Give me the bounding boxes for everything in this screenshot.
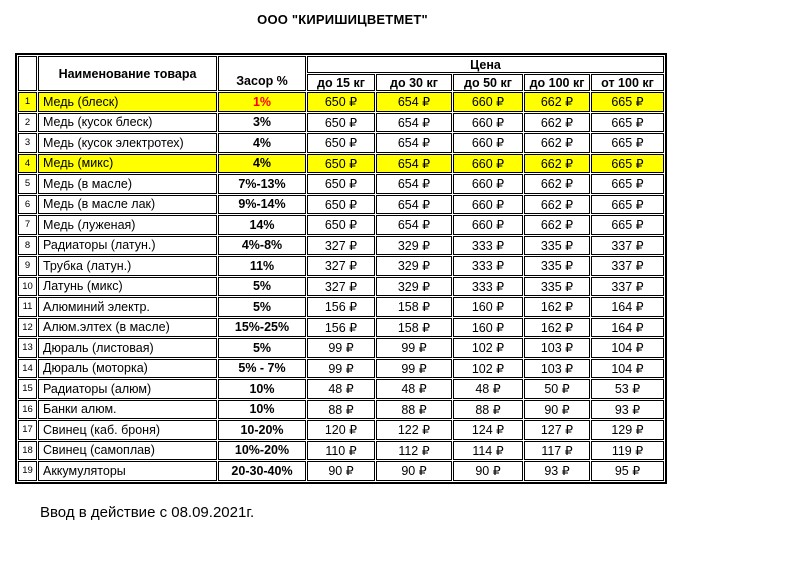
row-number-cell: 11 <box>18 297 37 317</box>
contamination-cell: 3% <box>218 113 306 133</box>
price-cell: 337 ₽ <box>591 236 664 256</box>
price-cell: 665 ₽ <box>591 195 664 215</box>
table-row <box>18 338 664 358</box>
product-name-cell: Медь (блеск) <box>38 92 217 112</box>
row-number-cell: 6 <box>18 195 37 215</box>
price-cell: 650 ₽ <box>307 133 375 153</box>
table-row <box>18 297 664 317</box>
weight-column-header: от 100 кг <box>591 74 664 91</box>
price-cell: 88 ₽ <box>453 400 523 420</box>
price-cell: 93 ₽ <box>524 461 590 481</box>
row-number-cell: 14 <box>18 359 37 379</box>
price-cell: 158 ₽ <box>376 297 452 317</box>
price-cell: 650 ₽ <box>307 113 375 133</box>
price-cell: 662 ₽ <box>524 133 590 153</box>
row-number-cell: 13 <box>18 338 37 358</box>
price-cell: 90 ₽ <box>453 461 523 481</box>
contamination-cell: 4%-8% <box>218 236 306 256</box>
company-title: ООО "КИРИШИЦВЕТМЕТ" <box>257 12 428 27</box>
price-cell: 665 ₽ <box>591 215 664 235</box>
weight-column-header: до 15 кг <box>307 74 375 91</box>
price-cell: 104 ₽ <box>591 359 664 379</box>
contamination-cell: 10% <box>218 379 306 399</box>
table-row <box>18 154 664 174</box>
price-cell: 337 ₽ <box>591 277 664 297</box>
price-cell: 119 ₽ <box>591 441 664 461</box>
price-cell: 162 ₽ <box>524 297 590 317</box>
product-name-cell: Медь (луженая) <box>38 215 217 235</box>
price-cell: 48 ₽ <box>307 379 375 399</box>
product-name-cell: Медь (кусок электротех) <box>38 133 217 153</box>
price-cell: 99 ₽ <box>307 359 375 379</box>
table-row <box>18 174 664 194</box>
price-cell: 662 ₽ <box>524 92 590 112</box>
table-row <box>18 256 664 276</box>
row-number-cell: 15 <box>18 379 37 399</box>
row-number-cell: 9 <box>18 256 37 276</box>
row-number-cell: 5 <box>18 174 37 194</box>
price-cell: 333 ₽ <box>453 236 523 256</box>
price-cell: 327 ₽ <box>307 277 375 297</box>
price-cell: 650 ₽ <box>307 154 375 174</box>
price-cell: 333 ₽ <box>453 256 523 276</box>
contamination-cell: 10% <box>218 400 306 420</box>
table-header <box>18 56 664 91</box>
price-cell: 103 ₽ <box>524 359 590 379</box>
table-row <box>18 195 664 215</box>
product-name-cell: Дюраль (листовая) <box>38 338 217 358</box>
contamination-cell: 5% - 7% <box>218 359 306 379</box>
price-cell: 99 ₽ <box>307 338 375 358</box>
table-row <box>18 215 664 235</box>
table-row <box>18 441 664 461</box>
contamination-cell: 14% <box>218 215 306 235</box>
row-number-cell: 17 <box>18 420 37 440</box>
contamination-cell: 7%-13% <box>218 174 306 194</box>
price-cell: 122 ₽ <box>376 420 452 440</box>
price-cell: 665 ₽ <box>591 154 664 174</box>
table-row <box>18 379 664 399</box>
row-number-header <box>18 56 37 91</box>
row-number-cell: 12 <box>18 318 37 338</box>
price-cell: 654 ₽ <box>376 174 452 194</box>
price-cell: 662 ₽ <box>524 154 590 174</box>
table-row <box>18 400 664 420</box>
price-cell: 660 ₽ <box>453 154 523 174</box>
table-row <box>18 113 664 133</box>
price-cell: 333 ₽ <box>453 277 523 297</box>
contamination-cell: 10%-20% <box>218 441 306 461</box>
price-cell: 654 ₽ <box>376 92 452 112</box>
product-name-cell: Банки алюм. <box>38 400 217 420</box>
product-name-cell: Алюм.элтех (в масле) <box>38 318 217 338</box>
table-row <box>18 318 664 338</box>
price-cell: 117 ₽ <box>524 441 590 461</box>
row-number-cell: 16 <box>18 400 37 420</box>
price-cell: 164 ₽ <box>591 297 664 317</box>
price-cell: 662 ₽ <box>524 113 590 133</box>
price-cell: 650 ₽ <box>307 174 375 194</box>
table-row <box>18 92 664 112</box>
price-cell: 90 ₽ <box>524 400 590 420</box>
price-cell: 335 ₽ <box>524 256 590 276</box>
weight-column-header: до 30 кг <box>376 74 452 91</box>
price-cell: 50 ₽ <box>524 379 590 399</box>
price-cell: 660 ₽ <box>453 92 523 112</box>
price-cell: 665 ₽ <box>591 113 664 133</box>
row-number-cell: 18 <box>18 441 37 461</box>
product-name-cell: Медь (в масле) <box>38 174 217 194</box>
row-number-cell: 4 <box>18 154 37 174</box>
price-cell: 662 ₽ <box>524 195 590 215</box>
table-row <box>18 236 664 256</box>
table-row <box>18 133 664 153</box>
price-cell: 329 ₽ <box>376 277 452 297</box>
price-cell: 335 ₽ <box>524 236 590 256</box>
price-cell: 654 ₽ <box>376 133 452 153</box>
contamination-cell: 20-30-40% <box>218 461 306 481</box>
price-cell: 654 ₽ <box>376 215 452 235</box>
price-group-header: Цена <box>307 56 664 73</box>
price-cell: 112 ₽ <box>376 441 452 461</box>
price-cell: 120 ₽ <box>307 420 375 440</box>
price-cell: 650 ₽ <box>307 215 375 235</box>
product-name-cell: Дюраль (моторка) <box>38 359 217 379</box>
header-row-top <box>18 56 664 73</box>
contamination-cell: 4% <box>218 154 306 174</box>
price-cell: 124 ₽ <box>453 420 523 440</box>
price-cell: 329 ₽ <box>376 256 452 276</box>
price-cell: 158 ₽ <box>376 318 452 338</box>
product-name-cell: Медь (кусок блеск) <box>38 113 217 133</box>
price-cell: 156 ₽ <box>307 318 375 338</box>
price-cell: 329 ₽ <box>376 236 452 256</box>
table-row <box>18 420 664 440</box>
price-cell: 48 ₽ <box>376 379 452 399</box>
weight-column-header: до 100 кг <box>524 74 590 91</box>
price-cell: 129 ₽ <box>591 420 664 440</box>
contamination-cell: 15%-25% <box>218 318 306 338</box>
price-cell: 660 ₽ <box>453 174 523 194</box>
price-cell: 162 ₽ <box>524 318 590 338</box>
price-cell: 110 ₽ <box>307 441 375 461</box>
price-cell: 104 ₽ <box>591 338 664 358</box>
contamination-cell: 11% <box>218 256 306 276</box>
price-cell: 327 ₽ <box>307 236 375 256</box>
price-cell: 48 ₽ <box>453 379 523 399</box>
price-cell: 665 ₽ <box>591 174 664 194</box>
price-cell: 88 ₽ <box>376 400 452 420</box>
price-cell: 654 ₽ <box>376 195 452 215</box>
price-cell: 650 ₽ <box>307 195 375 215</box>
price-cell: 53 ₽ <box>591 379 664 399</box>
price-cell: 660 ₽ <box>453 195 523 215</box>
price-cell: 90 ₽ <box>307 461 375 481</box>
price-cell: 337 ₽ <box>591 256 664 276</box>
row-number-cell: 10 <box>18 277 37 297</box>
contamination-cell: 4% <box>218 133 306 153</box>
price-cell: 662 ₽ <box>524 215 590 235</box>
price-cell: 335 ₽ <box>524 277 590 297</box>
weight-column-header: до 50 кг <box>453 74 523 91</box>
price-cell: 650 ₽ <box>307 92 375 112</box>
price-cell: 160 ₽ <box>453 318 523 338</box>
table-body <box>18 92 664 481</box>
price-cell: 662 ₽ <box>524 174 590 194</box>
price-cell: 127 ₽ <box>524 420 590 440</box>
table-row <box>18 359 664 379</box>
product-name-cell: Медь (в масле лак) <box>38 195 217 215</box>
price-cell: 95 ₽ <box>591 461 664 481</box>
contamination-cell: 9%-14% <box>218 195 306 215</box>
product-name-cell: Аккумуляторы <box>38 461 217 481</box>
price-cell: 160 ₽ <box>453 297 523 317</box>
product-name-cell: Радиаторы (алюм) <box>38 379 217 399</box>
product-name-cell: Медь (микс) <box>38 154 217 174</box>
row-number-cell: 7 <box>18 215 37 235</box>
price-cell: 665 ₽ <box>591 92 664 112</box>
product-name-cell: Трубка (латун.) <box>38 256 217 276</box>
price-cell: 88 ₽ <box>307 400 375 420</box>
product-name-cell: Алюминий электр. <box>38 297 217 317</box>
price-cell: 660 ₽ <box>453 133 523 153</box>
product-name-header: Наименование товара <box>38 56 217 91</box>
price-cell: 660 ₽ <box>453 215 523 235</box>
effective-date-note: Ввод в действие с 08.09.2021г. <box>40 503 255 521</box>
row-number-cell: 2 <box>18 113 37 133</box>
price-cell: 114 ₽ <box>453 441 523 461</box>
price-cell: 102 ₽ <box>453 359 523 379</box>
price-cell: 102 ₽ <box>453 338 523 358</box>
price-cell: 327 ₽ <box>307 256 375 276</box>
price-cell: 164 ₽ <box>591 318 664 338</box>
price-cell: 654 ₽ <box>376 113 452 133</box>
price-cell: 99 ₽ <box>376 359 452 379</box>
price-table <box>15 53 667 484</box>
table-row <box>18 461 664 481</box>
document-page <box>15 0 670 521</box>
table-row <box>18 277 664 297</box>
product-name-cell: Свинец (каб. броня) <box>38 420 217 440</box>
product-name-cell: Радиаторы (латун.) <box>38 236 217 256</box>
price-cell: 654 ₽ <box>376 154 452 174</box>
price-cell: 99 ₽ <box>376 338 452 358</box>
price-cell: 665 ₽ <box>591 133 664 153</box>
contamination-cell: 5% <box>218 277 306 297</box>
product-name-cell: Свинец (самоплав) <box>38 441 217 461</box>
contamination-cell: 10-20% <box>218 420 306 440</box>
row-number-cell: 8 <box>18 236 37 256</box>
price-cell: 103 ₽ <box>524 338 590 358</box>
row-number-cell: 19 <box>18 461 37 481</box>
row-number-cell: 1 <box>18 92 37 112</box>
price-cell: 93 ₽ <box>591 400 664 420</box>
contamination-cell: 1% <box>218 92 306 112</box>
price-cell: 90 ₽ <box>376 461 452 481</box>
product-name-cell: Латунь (микс) <box>38 277 217 297</box>
price-cell: 156 ₽ <box>307 297 375 317</box>
row-number-cell: 3 <box>18 133 37 153</box>
contamination-cell: 5% <box>218 338 306 358</box>
contamination-header: Засор % <box>218 56 306 91</box>
contamination-cell: 5% <box>218 297 306 317</box>
price-cell: 660 ₽ <box>453 113 523 133</box>
